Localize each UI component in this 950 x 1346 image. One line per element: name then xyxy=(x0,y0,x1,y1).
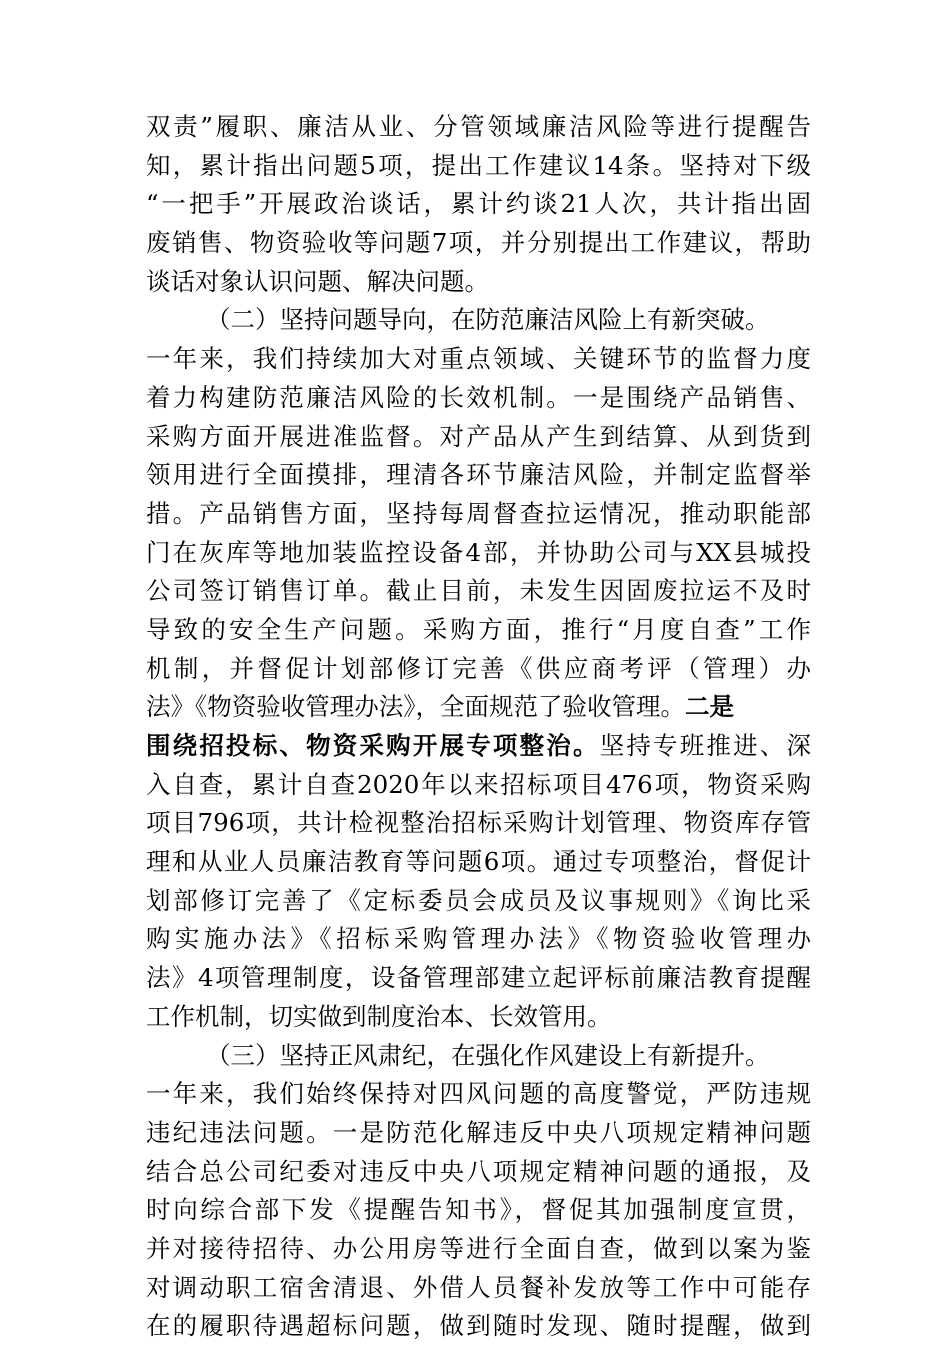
text-line: 着力构建防范廉洁风险的长效机制。一是围绕产品销售、 xyxy=(146,382,811,412)
text-line: 工作机制，切实做到制度治本、长效管用。 xyxy=(146,1001,612,1031)
text-line: 机制，并督促计划部修订完善《供应商考评（管理）办 xyxy=(146,653,811,683)
text-line xyxy=(146,688,811,727)
text-line: 法》4项管理制度，设备管理部建立起评标前廉洁教育提醒 xyxy=(146,963,811,993)
text-line: 违纪违法问题。一是防范化解违反中央八项规定精神问题 xyxy=(146,1117,811,1147)
text-line: 理和从业人员廉洁教育等问题6项。通过专项整治，督促计 xyxy=(146,847,811,877)
text-line: 购实施办法》《招标采购管理办法》《物资验收管理办 xyxy=(146,924,811,954)
text-run: 坚持专班推进、深 xyxy=(599,731,811,760)
text-line xyxy=(146,727,811,766)
text-line: 谈话对象认识问题、解决问题。 xyxy=(146,266,489,296)
bold-run: 二是 xyxy=(685,692,734,722)
text-line: 公司签订销售订单。截止目前，未发生因固废拉运不及时 xyxy=(146,576,811,606)
text-line: 结合总公司纪委对违反中央八项规定精神问题的通报，及 xyxy=(146,1156,811,1186)
text-line: 项目796项，共计检视整治招标采购计划管理、物资库存管 xyxy=(146,808,811,838)
section-heading: （二）坚持问题导向，在防范廉洁风险上有新突破。 xyxy=(206,305,770,335)
text-line: 入自查，累计自查2020年以来招标项目476项，物资采购 xyxy=(146,769,811,799)
text-line: 一年来，我们持续加大对重点领域、关键环节的监督力度 xyxy=(146,344,811,374)
text-line: 措。产品销售方面，坚持每周督查拉运情况，推动职能部 xyxy=(146,498,811,528)
document-body xyxy=(146,108,811,1346)
text-line: 双责”履职、廉洁从业、分管领域廉洁风险等进行提醒告 xyxy=(146,112,811,141)
text-line: 废销售、物资验收等问题7项，并分别提出工作建议，帮助 xyxy=(146,228,811,258)
bold-run: 围绕招投标、物资采购开展专项整治。 xyxy=(146,731,600,760)
text-line: 知，累计指出问题5项，提出工作建议14条。坚持对下级 xyxy=(146,150,811,180)
text-line: 领用进行全面摸排，理清各环节廉洁风险，并制定监督举 xyxy=(146,460,811,490)
text-line: 导致的安全生产问题。采购方面，推行“月度自查”工作 xyxy=(146,614,811,644)
text-line: 门在灰库等地加装监控设备4部，并协助公司与XX县城投 xyxy=(146,537,811,567)
text-line: 一年来，我们始终保持对四风问题的高度警觉，严防违规 xyxy=(146,1079,811,1109)
text-line: “一把手”开展政治谈话，累计约谈21人次，共计指出固 xyxy=(146,189,811,219)
text-line: 采购方面开展进准监督。对产品从产生到结算、从到货到 xyxy=(146,421,811,451)
text-line: 在的履职待遇超标问题，做到随时发现、随时提醒，做到 xyxy=(146,1311,811,1341)
text-run: 法》《物资验收管理办法》，全面规范了验收管理。 xyxy=(146,692,685,722)
section-heading: （三）坚持正风肃纪，在强化作风建设上有新提升。 xyxy=(206,1040,770,1070)
text-line: 并对接待招待、办公用房等进行全面自查，做到以案为鉴 xyxy=(146,1233,811,1263)
text-line: 对调动职工宿舍清退、外借人员餐补发放等工作中可能存 xyxy=(146,1272,811,1302)
text-line: 时向综合部下发《提醒告知书》，督促其加强制度宣贯， xyxy=(146,1195,811,1225)
text-line: 划部修订完善了《定标委员会成员及议事规则》《询比采 xyxy=(146,885,811,915)
